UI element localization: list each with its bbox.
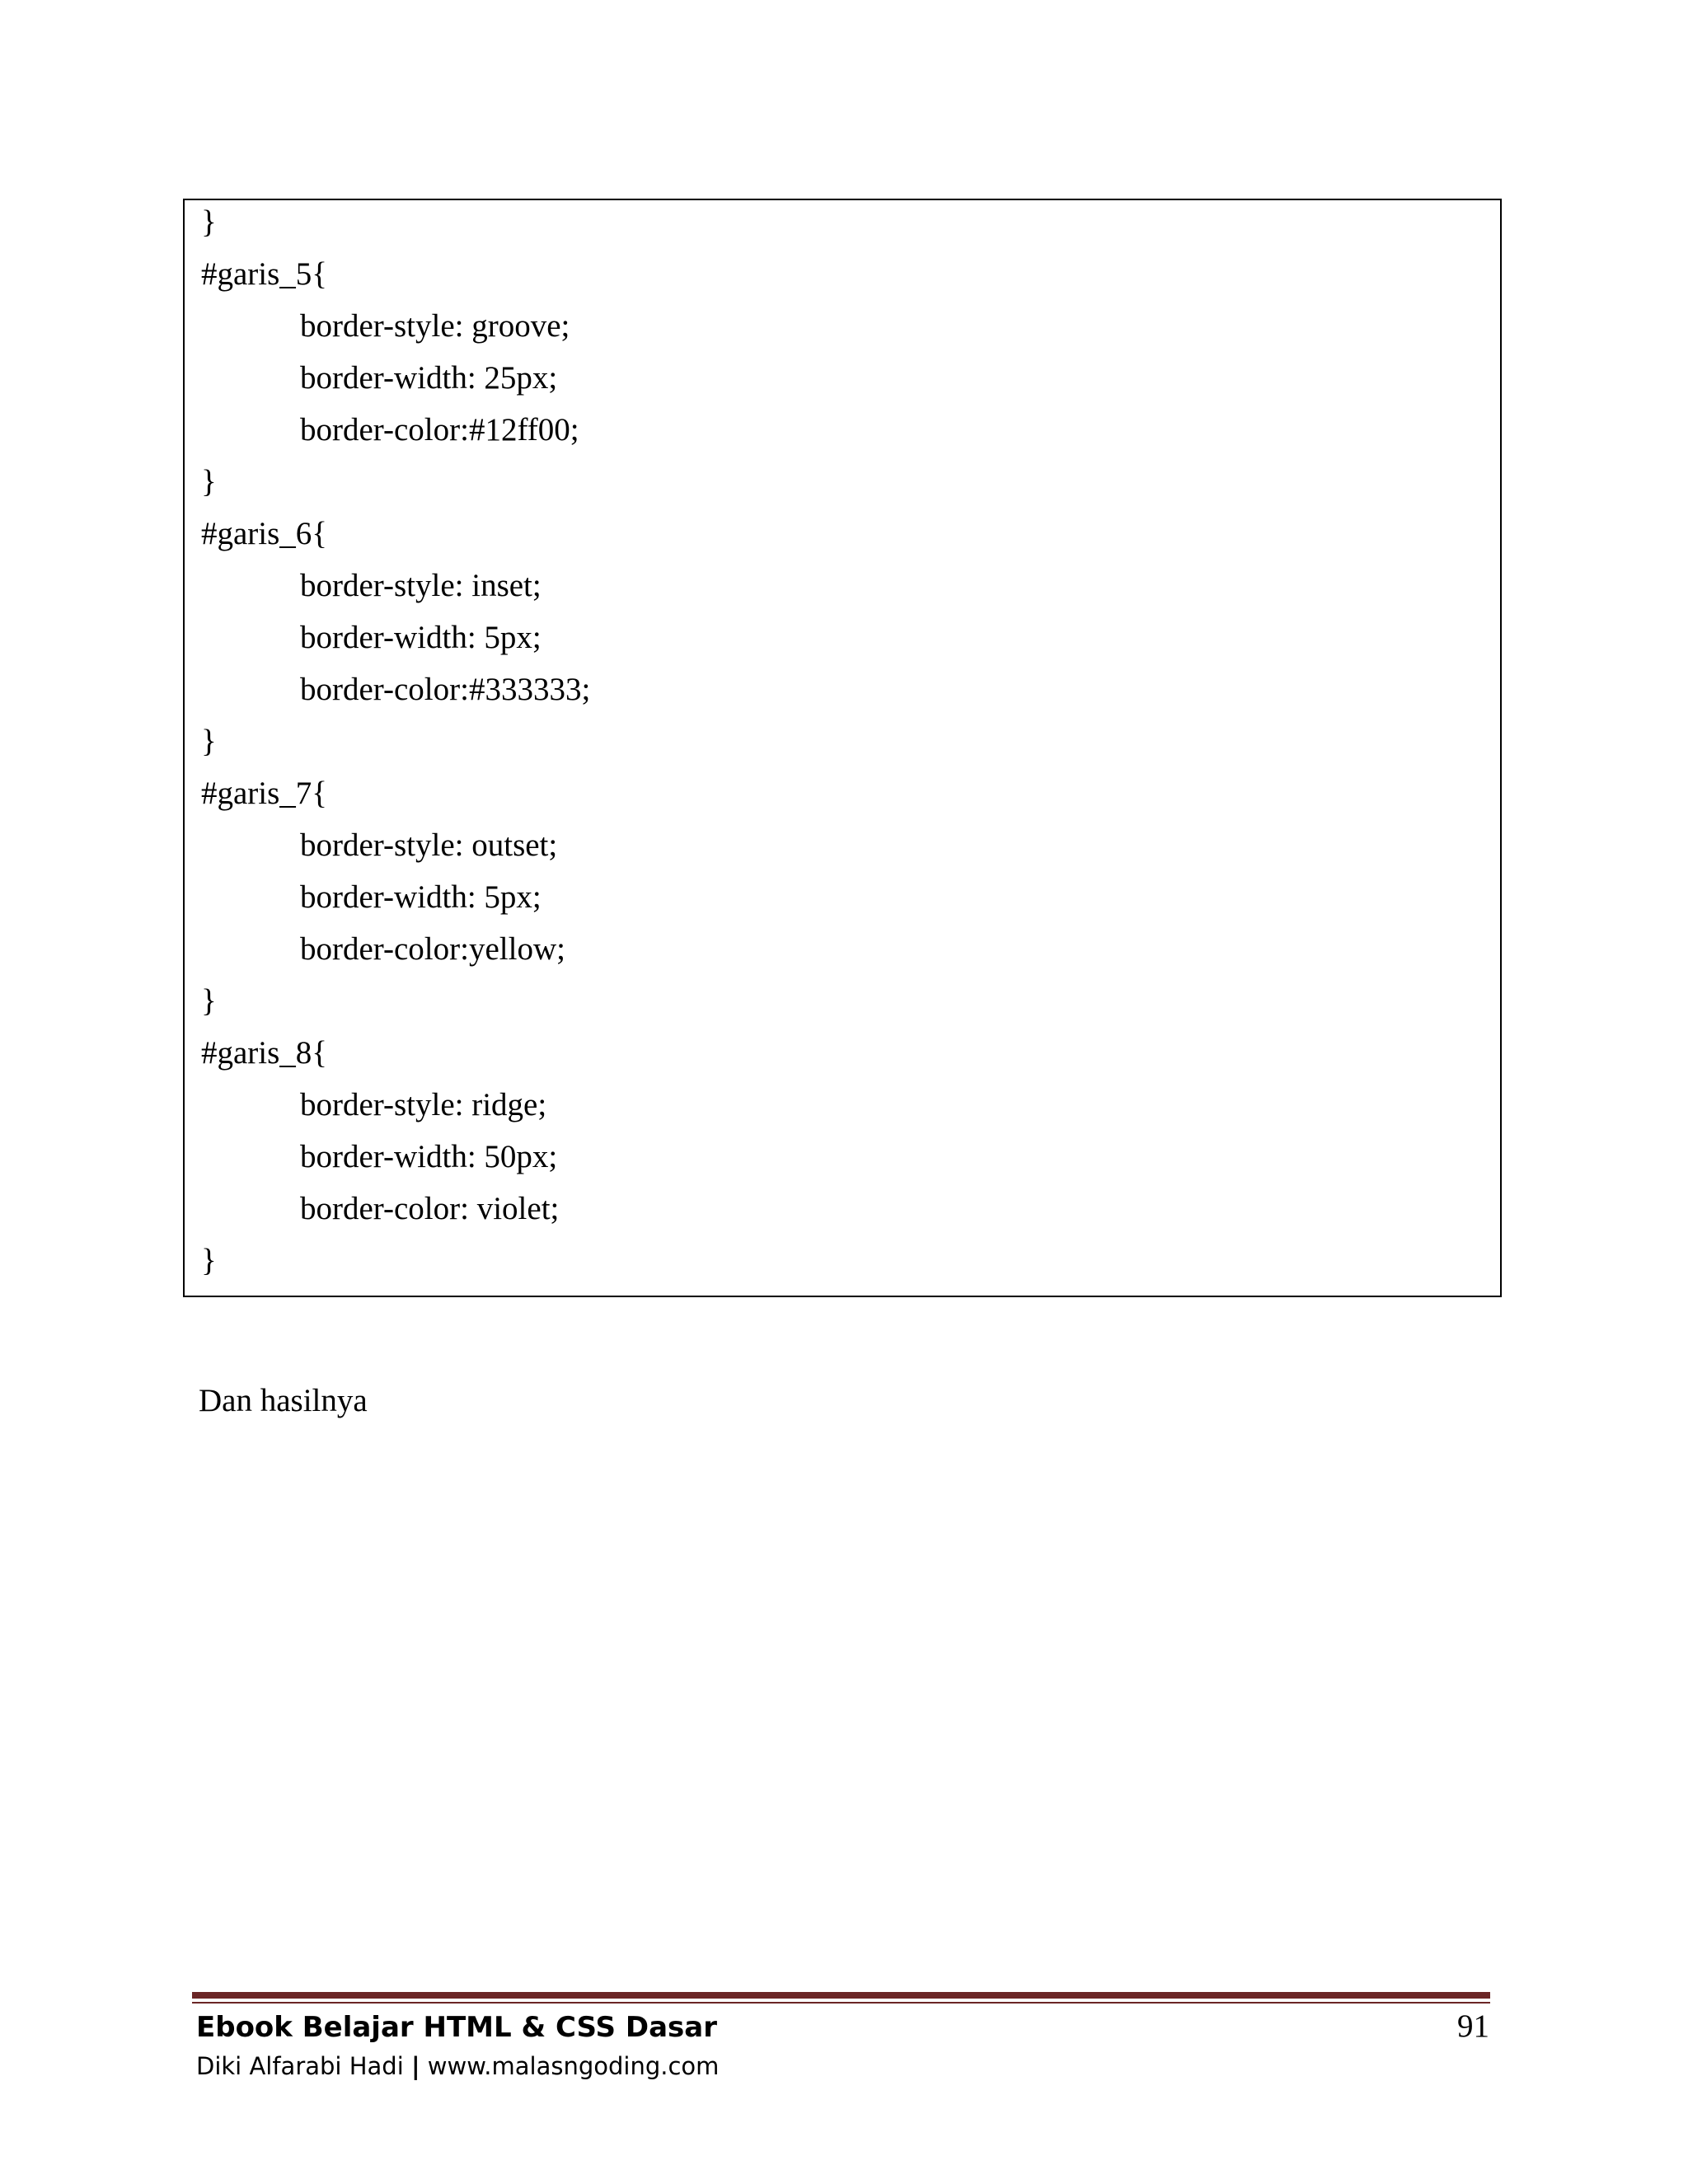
code-line: border-width: 5px;: [300, 879, 542, 915]
footer-separator: |: [410, 2052, 420, 2080]
page-number: 91: [1457, 2008, 1489, 2044]
result-caption: Dan hasilnya: [199, 1383, 368, 1418]
code-line: #garis_8{: [201, 1035, 328, 1071]
code-line: #garis_6{: [201, 516, 328, 551]
code-line: border-color: violet;: [300, 1191, 560, 1226]
code-line: }: [201, 724, 217, 759]
code-line: }: [201, 204, 217, 240]
code-line: }: [201, 464, 217, 499]
code-line: border-color:#12ff00;: [300, 412, 579, 448]
code-line: }: [201, 983, 217, 1019]
code-line: border-width: 25px;: [300, 360, 558, 396]
code-line: border-style: outset;: [300, 827, 558, 863]
footer-byline: [196, 2050, 719, 2082]
footer-rule-thin: [192, 2002, 1490, 2004]
code-line: border-style: inset;: [300, 568, 542, 603]
code-line: border-width: 50px;: [300, 1139, 558, 1174]
code-line: border-color:yellow;: [300, 931, 565, 967]
code-line: border-color:#333333;: [300, 672, 591, 707]
footer-rule-thick: [192, 1992, 1490, 1999]
code-line: border-style: ridge;: [300, 1087, 547, 1122]
code-block: [183, 199, 1502, 1297]
footer-author: Diki Alfarabi Hadi: [196, 2052, 404, 2080]
code-line: border-width: 5px;: [300, 620, 542, 655]
footer-website: www.malasngoding.com: [427, 2052, 720, 2080]
code-line: }: [201, 1243, 217, 1278]
footer-book-title: Ebook Belajar HTML & CSS Dasar: [196, 2011, 717, 2044]
code-line: #garis_5{: [201, 256, 328, 292]
code-line: border-style: groove;: [300, 308, 570, 344]
code-line: #garis_7{: [201, 776, 328, 811]
